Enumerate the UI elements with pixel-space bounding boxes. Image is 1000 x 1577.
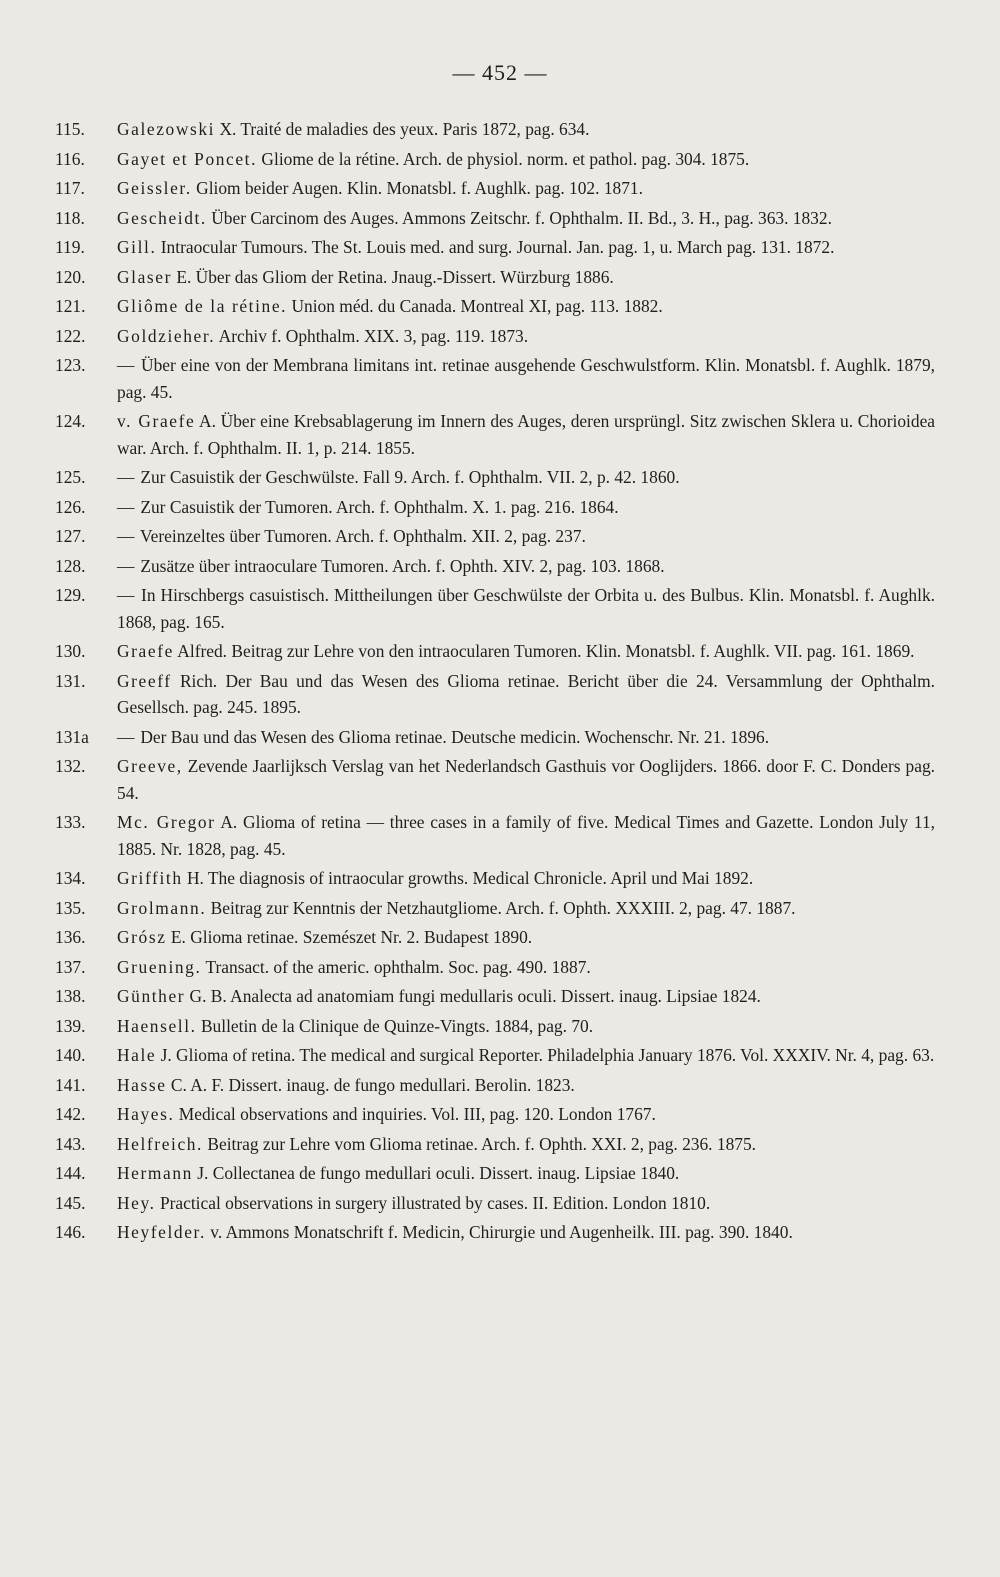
entry-number: 141. — [55, 1074, 86, 1095]
bibliography-entry — [55, 809, 935, 862]
entry-author: — — [117, 726, 136, 747]
bibliography-entry — [55, 668, 935, 721]
entry-text: Transact. of the americ. ophthalm. Soc. pag. 490. 1887. — [205, 956, 591, 977]
entry-author: Grolmann. — [117, 897, 207, 918]
entry-number: 142. — [55, 1104, 86, 1124]
entry-author: — — [117, 467, 136, 487]
bibliography-entry — [55, 582, 935, 635]
bibliography-entry — [55, 1160, 935, 1187]
bibliography-entry — [55, 523, 935, 550]
entry-number: 139. — [55, 1015, 86, 1036]
entry-number: 131. — [55, 670, 86, 691]
entry-number: 131a — [55, 726, 89, 747]
bibliography-entry — [55, 1219, 935, 1246]
entry-number: 138. — [55, 986, 86, 1006]
entry-number: 116. — [55, 148, 85, 169]
bibliography-entry — [55, 1042, 935, 1069]
entry-author: Gliôme de la rétine. — [117, 296, 288, 316]
bibliography-entry — [55, 494, 935, 521]
entry-text: J. Collectanea de fungo medullari oculi. Dissert. inaug. Lipsiae 1840. — [197, 1163, 680, 1183]
entry-text: C. A. F. Dissert. inaug. de fungo medullari. Berolin. 1823. — [170, 1074, 575, 1095]
entry-text: Alfred. Beitrag zur Lehre von den intraocularen Tumoren. Klin. Monatsbl. f. Aughlk. VII. pag. 161. 1869. — [177, 641, 915, 661]
entry-number: 134. — [55, 868, 86, 888]
bibliography-entry — [55, 553, 935, 580]
entry-text: E. Über das Gliom der Retina. Jnaug.-Dissert. Würzburg 1886. — [176, 266, 614, 287]
entry-author: — — [117, 526, 136, 546]
entry-author: Galezowski — [117, 119, 216, 139]
bibliography-entry — [55, 1072, 935, 1099]
bibliography-entry — [55, 352, 935, 405]
entry-number: 132. — [55, 756, 86, 776]
entry-number: 118. — [55, 207, 85, 228]
entry-number: 136. — [55, 927, 86, 947]
bibliography-entry — [55, 895, 935, 922]
entry-number: 125. — [55, 467, 86, 487]
entry-author: Gruening. — [117, 956, 202, 977]
entry-author: Heyfelder. — [117, 1222, 206, 1242]
entry-author: v. Graefe — [117, 411, 196, 431]
entry-author: Hale — [117, 1045, 157, 1065]
bibliography-list — [55, 116, 935, 1249]
page-number: — 452 — — [452, 60, 548, 85]
entry-number: 137. — [55, 956, 86, 977]
entry-author: — — [117, 585, 136, 605]
bibliography-entry — [55, 1131, 935, 1158]
entry-text: Archiv f. Ophthalm. XIX. 3, pag. 119. 1873. — [218, 325, 529, 346]
entry-text: A. Über eine Krebsablagerung im Innern des Auges, deren ursprüngl. Sitz zwischen Sklera u. Chorioidea war. Arch. f. Ophthalm. II. 1, p. 214. 1855. — [117, 411, 936, 458]
entry-number: 146. — [55, 1222, 86, 1242]
entry-text: Beitrag zur Lehre vom Glioma retinae. Arch. f. Ophth. XXI. 2, pag. 236. 1875. — [207, 1133, 757, 1154]
entry-text: H. The diagnosis of intraocular growths. Medical Chronicle. April und Mai 1892. — [186, 868, 754, 888]
entry-number: 127. — [55, 526, 86, 546]
entry-author: Greeff — [117, 670, 172, 691]
entry-author: Gayet et Poncet. — [117, 148, 258, 169]
entry-author: Griffith — [117, 868, 183, 888]
bibliography-entry — [55, 116, 935, 143]
entry-text: Beitrag zur Kenntnis der Netzhautgliome. Arch. f. Ophth. XXXIII. 2, pag. 47. 1887. — [210, 897, 796, 918]
bibliography-entry — [55, 865, 935, 892]
entry-number: 126. — [55, 496, 86, 517]
bibliography-entry — [55, 724, 935, 751]
bibliography-entry — [55, 234, 935, 261]
entry-text: Vereinzeltes über Tumoren. Arch. f. Ophthalm. XII. 2, pag. 237. — [140, 526, 586, 546]
entry-author: Haensell. — [117, 1015, 197, 1036]
entry-text: G. B. Analecta ad anatomiam fungi medullaris oculi. Dissert. inaug. Lipsiae 1824. — [189, 986, 761, 1006]
entry-text: v. Ammons Monatschrift f. Medicin, Chirurgie und Augenheilk. III. pag. 390. 1840. — [210, 1222, 793, 1242]
bibliography-entry — [55, 146, 935, 173]
entry-author: Hey. — [117, 1192, 156, 1213]
entry-text: J. Glioma of retina. The medical and surgical Reporter. Philadelphia January 1876. Vol. XXXIV. Nr. 4, pag. 63. — [160, 1045, 935, 1065]
entry-number: 124. — [55, 411, 86, 431]
entry-number: 129. — [55, 585, 86, 605]
bibliography-entry — [55, 1013, 935, 1040]
entry-number: 119. — [55, 237, 85, 257]
entry-author: Gescheidt. — [117, 207, 207, 228]
entry-author: Hasse — [117, 1074, 167, 1095]
entry-text: Medical observations and inquiries. Vol. III, pag. 120. London 1767. — [178, 1104, 656, 1124]
entry-number: 123. — [55, 355, 86, 375]
entry-author: Greeve, — [117, 756, 183, 776]
entry-author: Glaser — [117, 266, 172, 287]
bibliography-entry — [55, 924, 935, 951]
entry-text: Bulletin de la Clinique de Quinze-Vingts. 1884, pag. 70. — [200, 1015, 594, 1036]
entry-author: Graefe — [117, 641, 174, 661]
entry-number: 145. — [55, 1192, 86, 1213]
entry-number: 143. — [55, 1133, 86, 1154]
entry-author: — — [117, 555, 136, 576]
entry-text: X. Traité de maladies des yeux. Paris 1872, pag. 634. — [219, 119, 590, 139]
entry-author: Goldzieher. — [117, 325, 216, 346]
entry-text: Union méd. du Canada. Montreal XI, pag. 113. 1882. — [291, 296, 663, 316]
entry-text: Rich. Der Bau und das Wesen des Glioma retinae. Bericht über die 24. Versammlung der Ophthalm. Gesellsch. pag. 245. 1895. — [117, 670, 935, 717]
bibliography-entry — [55, 983, 935, 1010]
entry-number: 117. — [55, 178, 85, 198]
entry-text: Zevende Jaarlijksch Verslag van het Nederlandsch Gasthuis vor Ooglijders. 1866. door F. C. Donders pag. 54. — [117, 756, 935, 803]
entry-text: Über Carcinom des Auges. Ammons Zeitschr. f. Ophthalm. II. Bd., 3. H., pag. 363. 1832. — [211, 207, 832, 228]
entry-author: Mc. Gregor — [117, 812, 216, 832]
entry-text: A. Glioma of retina — three cases in a family of five. Medical Times and Gazette. London July 11, 1885. Nr. 1828, pag. 45. — [117, 812, 935, 859]
entry-text: Der Bau und das Wesen des Glioma retinae. Deutsche medicin. Wochenschr. Nr. 21. 1896. — [140, 726, 770, 747]
entry-author: Günther — [117, 986, 186, 1006]
bibliography-entry — [55, 205, 935, 232]
entry-text: Gliom beider Augen. Klin. Monatsbl. f. Aughlk. pag. 102. 1871. — [196, 178, 643, 198]
bibliography-entry — [55, 175, 935, 202]
entry-number: 120. — [55, 266, 86, 287]
bibliography-entry — [55, 323, 935, 350]
bibliography-entry — [55, 464, 935, 491]
entry-text: Zur Casuistik der Tumoren. Arch. f. Ophthalm. X. 1. pag. 216. 1864. — [140, 496, 619, 517]
entry-author: Helfreich. — [117, 1133, 204, 1154]
bibliography-entry — [55, 1190, 935, 1217]
bibliography-entry — [55, 264, 935, 291]
entry-number: 144. — [55, 1163, 86, 1183]
entry-text: Practical observations in surgery illustrated by cases. II. Edition. London 1810. — [159, 1192, 711, 1213]
entry-number: 121. — [55, 296, 86, 316]
bibliography-entry — [55, 408, 935, 461]
entry-number: 133. — [55, 812, 86, 832]
entry-author: Hayes. — [117, 1104, 175, 1124]
entry-number: 135. — [55, 897, 86, 918]
bibliography-entry — [55, 753, 935, 806]
bibliography-entry — [55, 293, 935, 320]
entry-number: 115. — [55, 119, 85, 139]
entry-number: 122. — [55, 325, 86, 346]
entry-author: — — [117, 355, 136, 375]
bibliography-entry — [55, 1101, 935, 1128]
entry-author: — — [117, 496, 136, 517]
entry-author: Gill. — [117, 237, 157, 257]
entry-text: E. Glioma retinae. Szemészet Nr. 2. Budapest 1890. — [170, 927, 533, 947]
entry-author: Geissler. — [117, 178, 192, 198]
entry-number: 140. — [55, 1045, 86, 1065]
bibliography-entry — [55, 638, 935, 665]
entry-author: Grósz — [117, 927, 167, 947]
entry-text: Gliome de la rétine. Arch. de physiol. norm. et pathol. pag. 304. 1875. — [261, 148, 750, 169]
entry-number: 128. — [55, 555, 86, 576]
entry-text: Zusätze über intraoculare Tumoren. Arch. f. Ophth. XIV. 2, pag. 103. 1868. — [140, 555, 665, 576]
entry-text: In Hirschbergs casuistisch. Mittheilungen über Geschwülste der Orbita u. des Bulbus. Klin. Monatsbl. f. Aughlk. 1868, pag. 165. — [117, 585, 935, 632]
entry-text: Intraocular Tumours. The St. Louis med. and surg. Journal. Jan. pag. 1, u. March pag. 131. 1872. — [160, 237, 835, 257]
entry-text: Über eine von der Membrana limitans int. retinae ausgehende Geschwulstform. Klin. Monatsbl. f. Aughlk. 1879, pag. 45. — [117, 355, 935, 402]
bibliography-entry — [55, 954, 935, 981]
entry-text: Zur Casuistik der Geschwülste. Fall 9. Arch. f. Ophthalm. VII. 2, p. 42. 1860. — [140, 467, 680, 487]
entry-author: Hermann — [117, 1163, 193, 1183]
entry-number: 130. — [55, 641, 86, 661]
